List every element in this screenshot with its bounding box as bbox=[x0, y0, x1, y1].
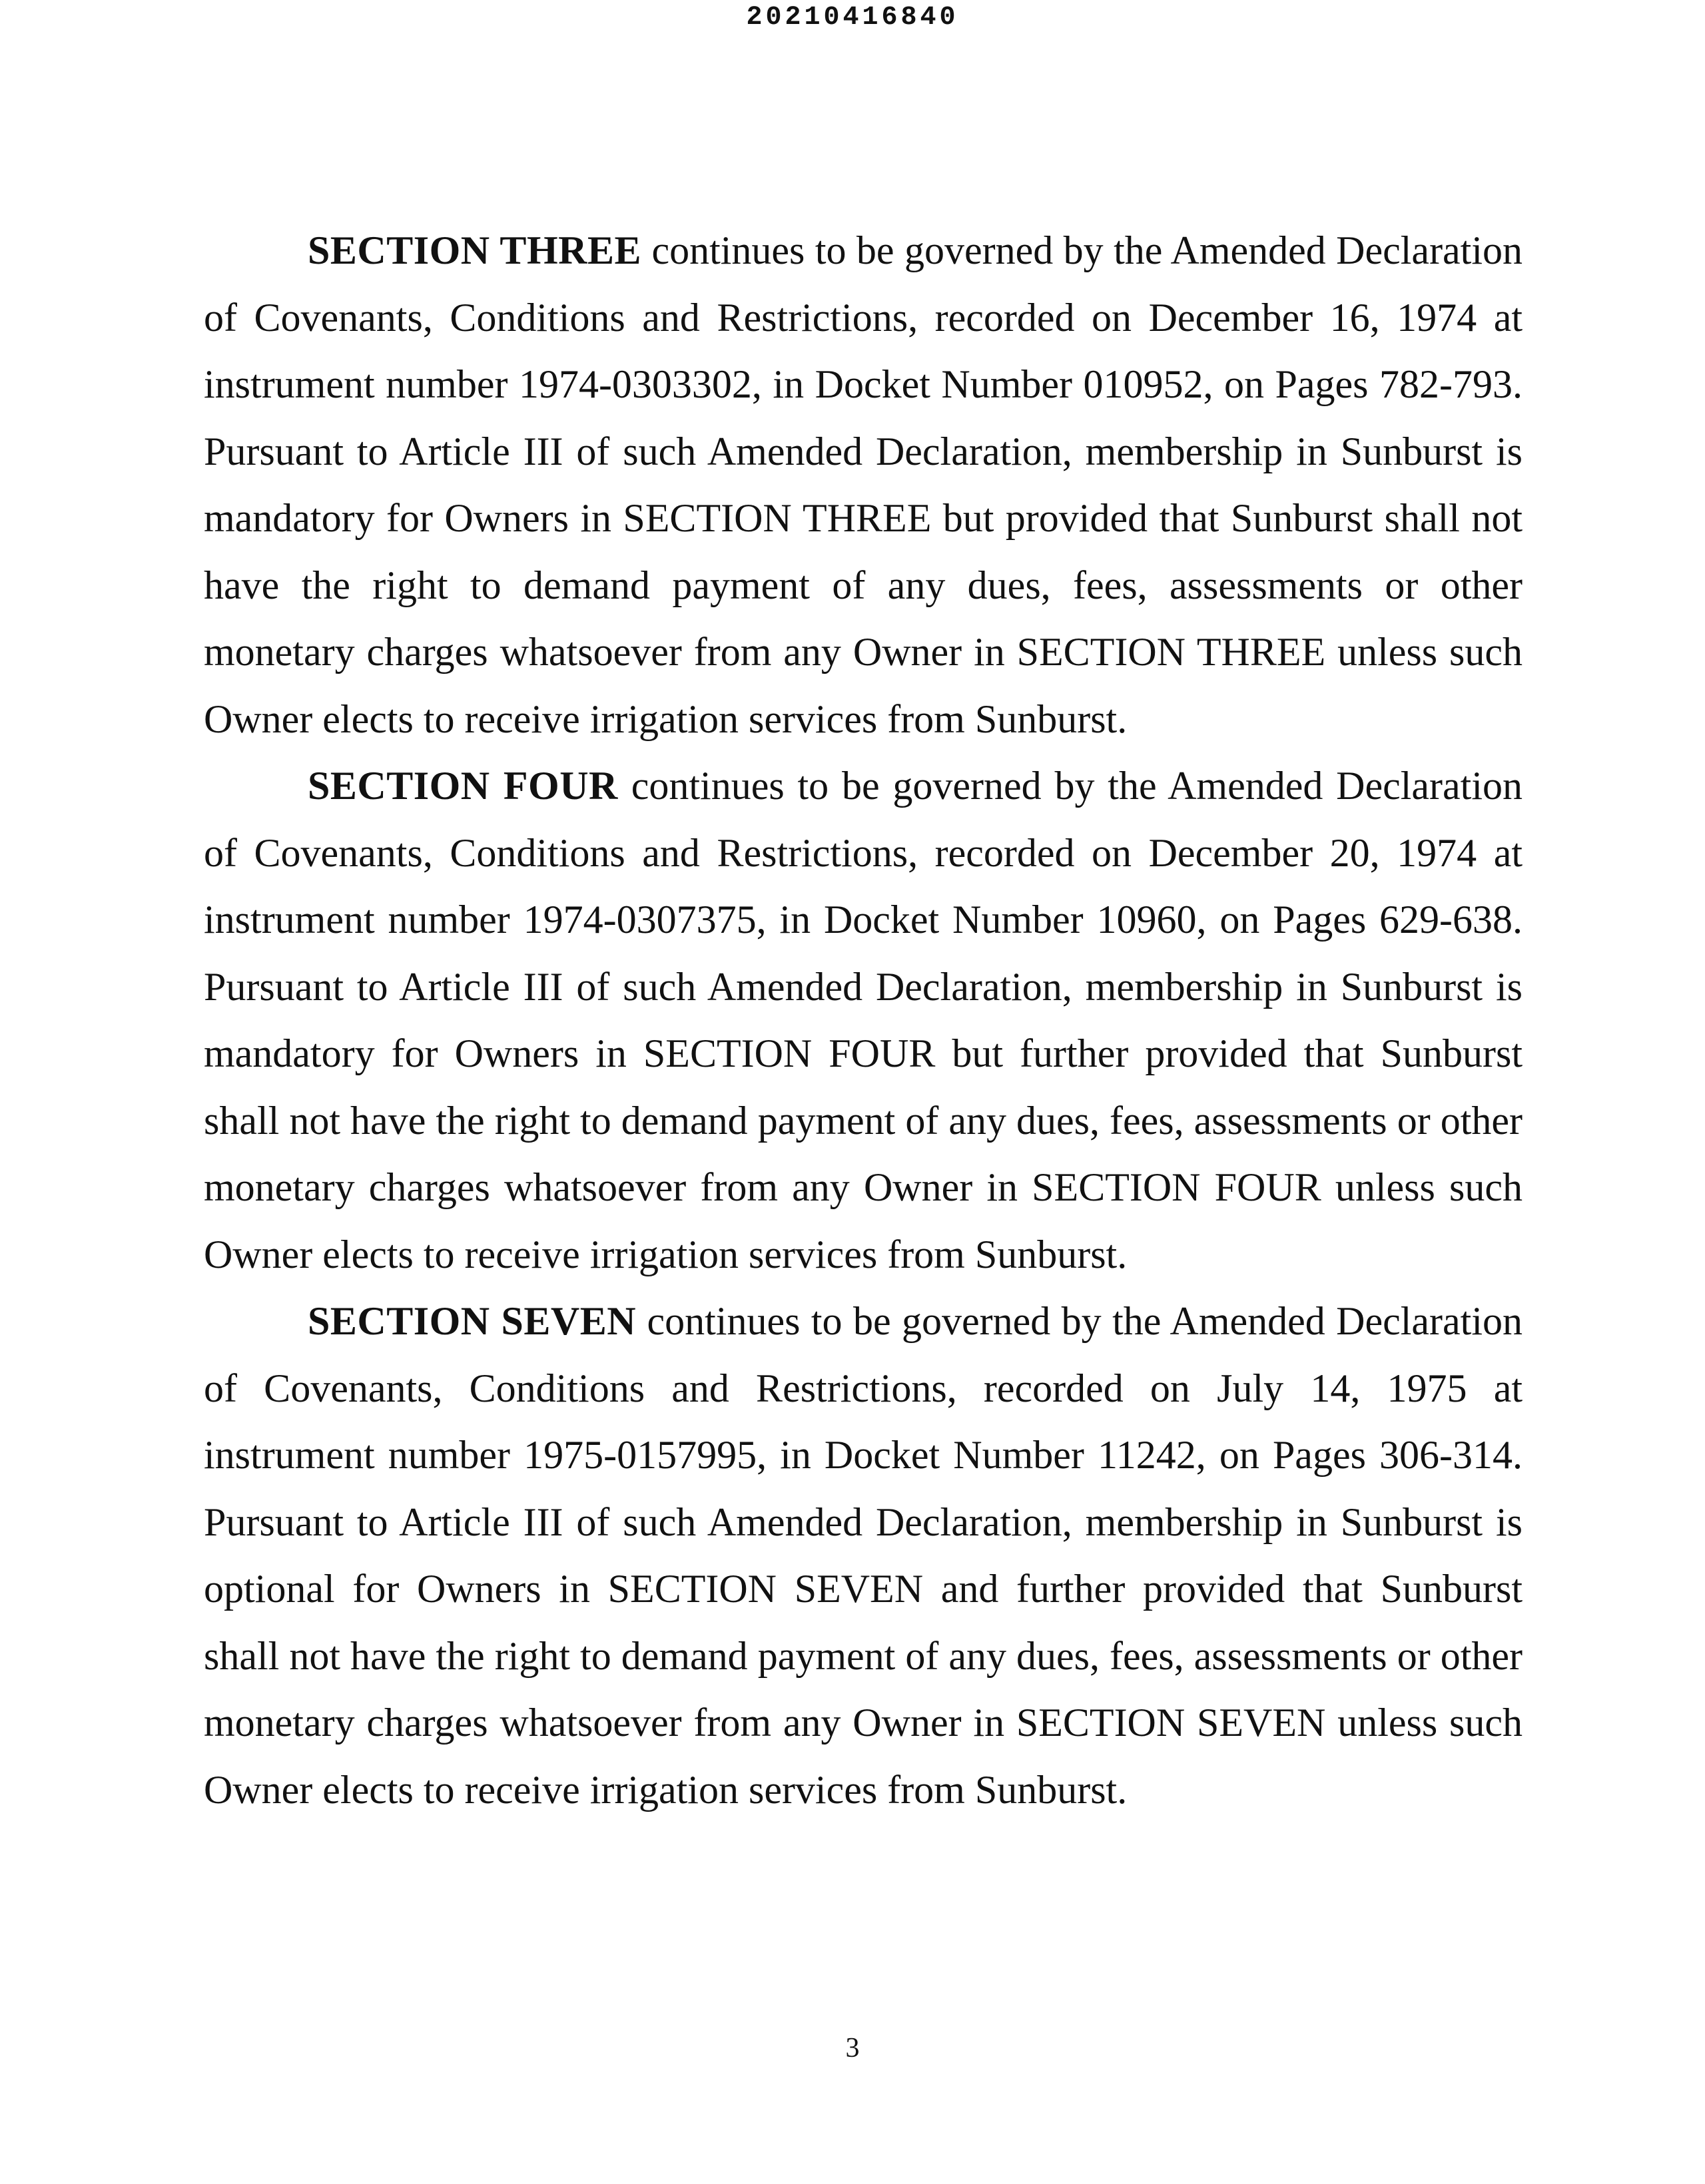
document-body bbox=[204, 217, 1523, 1823]
paragraph-text: continues to be governed by the Amended Declaration of Covenants, Conditions and Restrictions, recorded on December 20, 1974 at instrument number 1974-0307375, in Docket Number 10960, on Pages 629-638. Pursuant to Article III of such Amended Declaration, membership in Sunburst is mandatory for Owners in SECTION FOUR but further provided that Sunburst shall not have the right to demand payment of any dues, fees, assessments or other monetary charges whatsoever from any Owner in SECTION FOUR unless such Owner elects to receive irrigation services from Sunburst. bbox=[204, 764, 1523, 1276]
paragraph-text: continues to be governed by the Amended Declaration of Covenants, Conditions and Restrictions, recorded on December 16, 1974 at instrument number 1974-0303302, in Docket Number 010952, on Pages 782-793. Pursuant to Article III of such Amended Declaration, membership in Sunburst is mandatory for Owners in SECTION THREE but provided that Sunburst shall not have the right to demand payment of any dues, fees, assessments or other monetary charges whatsoever from any Owner in SECTION THREE unless such Owner elects to receive irrigation services from Sunburst. bbox=[204, 228, 1523, 741]
paragraph-section-seven bbox=[204, 1288, 1523, 1823]
document-number-header: 20210416840 bbox=[746, 3, 959, 33]
section-heading: SECTION FOUR bbox=[308, 764, 618, 808]
paragraph-text: continues to be governed by the Amended Declaration of Covenants, Conditions and Restrictions, recorded on July 14, 1975 at instrument number 1975-0157995, in Docket Number 11242, on Pages 306-314. Pursuant to Article III of such Amended Declaration, membership in Sunburst is optional for Owners in SECTION SEVEN and further provided that Sunburst shall not have the right to demand payment of any dues, fees, assessments or other monetary charges whatsoever from any Owner in SECTION SEVEN unless such Owner elects to receive irrigation services from Sunburst. bbox=[204, 1299, 1523, 1812]
section-heading: SECTION SEVEN bbox=[308, 1299, 637, 1343]
paragraph-section-four bbox=[204, 752, 1523, 1288]
section-heading: SECTION THREE bbox=[308, 228, 641, 272]
paragraph-section-three bbox=[204, 217, 1523, 752]
page-number: 3 bbox=[845, 2033, 860, 2063]
